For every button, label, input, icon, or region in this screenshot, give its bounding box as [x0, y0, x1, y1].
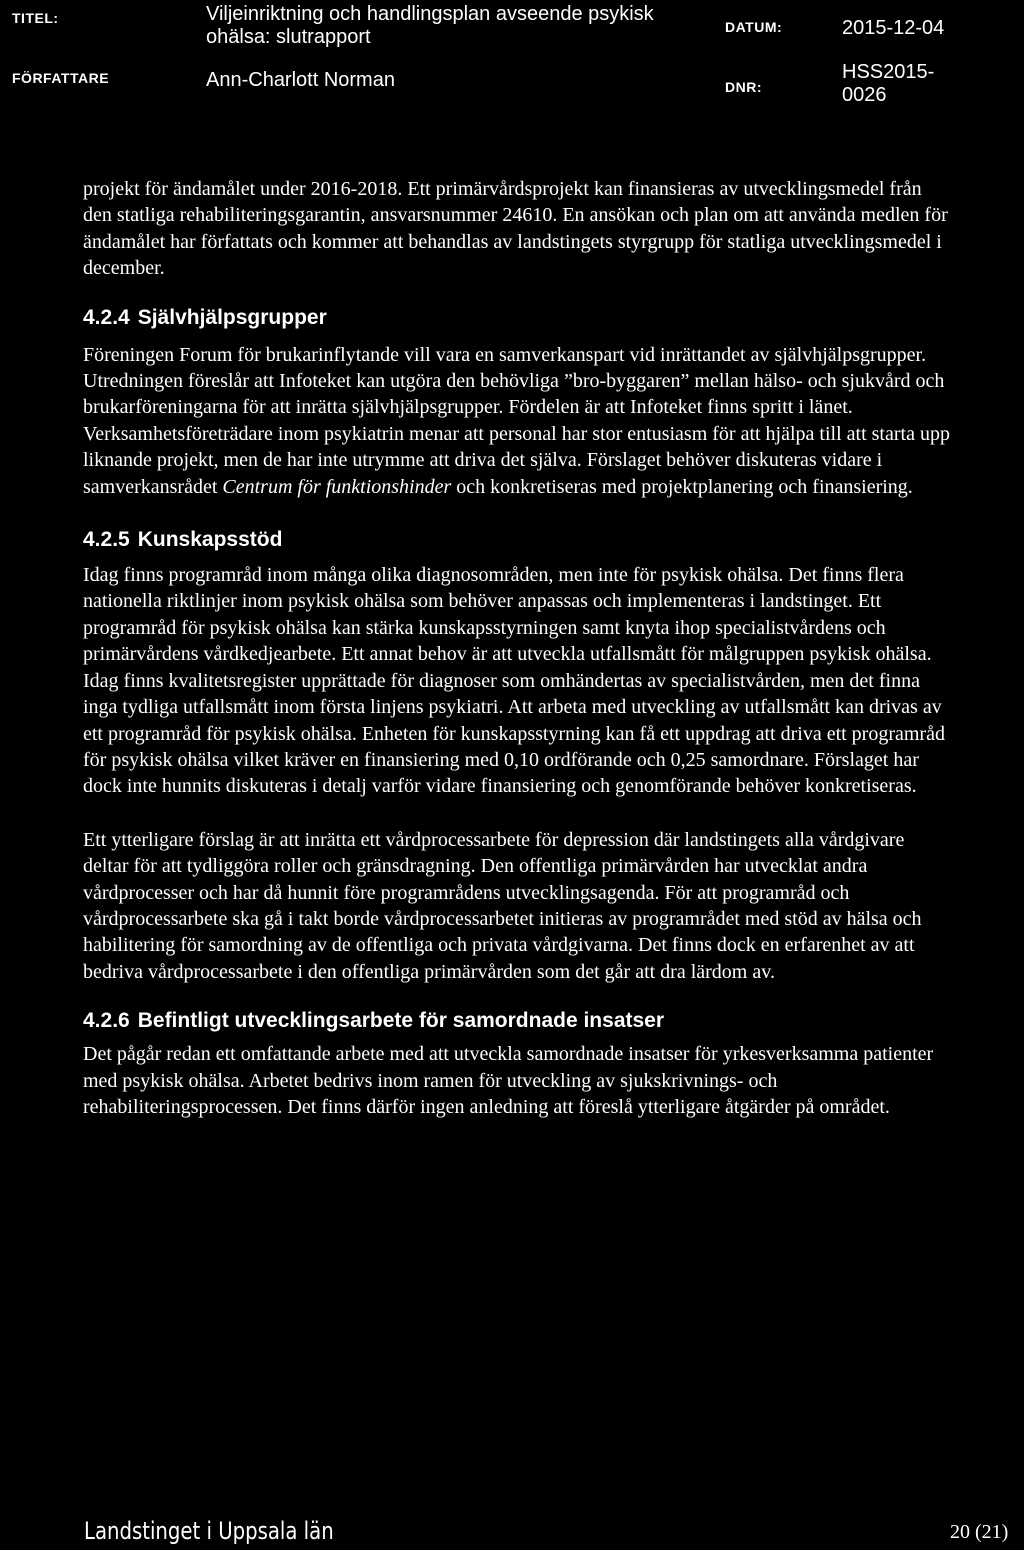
dnr-value-line-1: HSS2015- — [842, 61, 935, 83]
paragraph-text: och konkretiseras med projektplanering och finansiering. — [451, 475, 913, 498]
heading-number: 4.2.4 — [83, 305, 130, 329]
paragraph-project-funding: projekt för ändamålet under 2016-2018. Ett primärvårdsprojekt kan finansieras av utvecklingsmedel från den statliga rehabiliteringsgarantin, ansvarsnummer 24610. En ansökan och plan om att använda medlen för ändamålet har författats och kommer att behandlas av landstingets styrgrupp för statliga utvecklingsmedel i december. — [83, 178, 948, 280]
footer-organization: Landstinget i Uppsala län — [84, 1517, 334, 1545]
heading-title: Befintligt utvecklingsarbete för samordnade insatser — [137, 1009, 665, 1033]
heading-4-2-6 — [83, 1007, 953, 1035]
date-value: 2015-12-04 — [842, 17, 945, 39]
heading-4-2-5 — [83, 526, 953, 554]
paragraph-knowledge-support: Idag finns programråd inom många olika diagnosområden, men inte för psykisk ohälsa. Det finns flera nationella riktlinjer inom psykisk ohälsa som behöver anpassas och implementeras i landstinget. Ett programråd för psykisk ohälsa kan stärka kunskapsstyrningen samt knyta ihop specialistvårdens och primärvårdens vårdkedjearbete. Ett annat behov är att utveckla utfallsmått för målgruppen psykisk ohälsa. Idag finns kvalitetsregister upprättade för diagnoser som omhändertas av specialistvården, men det finna inga tydliga utfallsmått inom första linjens psykiatri. Att arbeta med utveckling av utfallsmått kan drivas av ett programråd för psykisk ohälsa. Enheten för kunskapsstyrning kan få ett uppdrag att driva ett programråd för psykisk ohälsa vilket kräver en finansiering med 0,10 ordförande och 0,25 samordnare. Förslaget har dock inte hunnits diskuteras i detalj varför vidare finansiering och genomförande behöver konkretiseras. — [83, 564, 945, 798]
paragraph-care-process: Ett ytterligare förslag är att inrätta ett vårdprocessarbete för depression där landstingets alla vårdgivare deltar för att tydliggöra roller och gränsdragning. Den offentliga primärvården har utvecklat andra vårdprocesser och har då hunnit före programrådens utvecklingsagenda. För att programråd och vårdprocessarbete ska gå i takt borde vårdprocessarbetet initieras av programrådet med stöd av hälsa och habilitering för samordning av de offentliga och privata vårdgivarna. Det finns dock en erfarenhet av att bedriva vårdprocessarbete i den offentliga primärvården som det går att dra lärdom av. — [83, 828, 922, 983]
document-title-line-1: Viljeinriktning och handlingsplan avseende psykisk — [206, 3, 654, 25]
paragraph-coordinated-efforts: Det pågår redan ett omfattande arbete med att utveckla samordnade insatser för yrkesverksamma patienter med psykisk ohälsa. Arbetet bedrivs inom ramen för utveckling av sjukskrivnings- och rehabiliteringsprocessen. Det finns därför ingen anledning att föreslå ytterligare åtgärder på området. — [83, 1043, 934, 1118]
heading-number: 4.2.6 — [83, 1009, 130, 1033]
dnr-value-line-2: 0026 — [842, 84, 887, 106]
heading-4-2-4 — [83, 304, 953, 332]
document-title-line-2: ohälsa: slutrapport — [206, 26, 371, 48]
author-value: Ann-Charlott Norman — [206, 69, 395, 91]
italic-organization-name: Centrum för funktionshinder — [222, 475, 452, 498]
date-label: DATUM: — [725, 19, 783, 35]
dnr-label: DNR: — [725, 79, 762, 95]
page-number: 20 (21) — [950, 1521, 1009, 1543]
title-label: TITEL: — [12, 10, 59, 26]
document-body — [83, 176, 953, 1120]
author-label: FÖRFATTARE — [12, 70, 110, 86]
paragraph-text: Föreningen Forum för brukarinflytande vill vara en samverkanspart vid inrättandet av självhjälpsgrupper. Utredningen föreslår att Infoteket kan utgöra den behövliga ”bro-byggaren” mellan hälso- och sjukvård och brukarföreningarna för att inrätta självhjälpsgrupper. Fördelen är att Infoteket finns spritt i länet. Verksamhetsföreträdare inom psykiatrin menar att personal har stor entusiasm för att hjälpa till att starta upp liknande projekt, men de har inte utrymme att driva det själva. Förslaget behöver diskuteras vidare i samverkansrådet — [83, 343, 950, 498]
heading-title: Kunskapsstöd — [137, 528, 283, 552]
paragraph-self-help-groups — [83, 342, 953, 500]
heading-number: 4.2.5 — [83, 528, 130, 552]
heading-title: Självhjälpsgrupper — [137, 305, 327, 329]
